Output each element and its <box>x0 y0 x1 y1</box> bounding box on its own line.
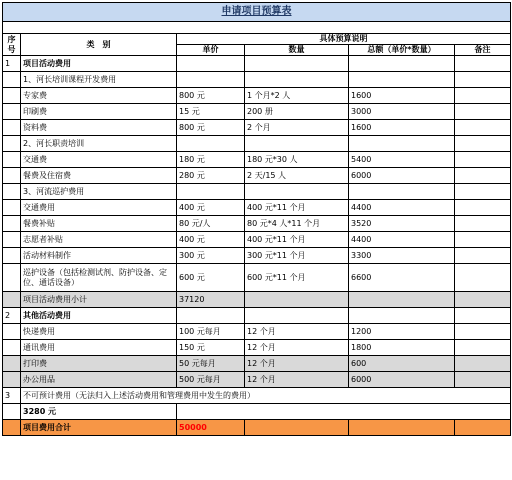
row-category: 专家费 <box>21 88 177 104</box>
row-index <box>3 232 21 248</box>
row-category: 交通费 <box>21 152 177 168</box>
row-quantity: 12 个月 <box>245 340 349 356</box>
row-category: 快递费用 <box>21 324 177 340</box>
row-unit-price: 37120 <box>177 292 245 308</box>
row-unit-price: 600 元 <box>177 264 245 292</box>
row-total: 6600 <box>349 264 455 292</box>
row-total: 6000 <box>349 372 455 388</box>
table-row <box>3 388 511 404</box>
row-category: 项目活动费用 <box>21 56 177 72</box>
row-quantity: 80 元*4 人*11 个月 <box>245 216 349 232</box>
row-category: 印刷费 <box>21 104 177 120</box>
row-category: 交通费用 <box>21 200 177 216</box>
row-remark <box>455 200 511 216</box>
row-empty <box>455 420 511 436</box>
header-unit-price: 单价 <box>177 45 245 56</box>
row-total: 4400 <box>349 200 455 216</box>
row-index <box>3 264 21 292</box>
row-total <box>349 72 455 88</box>
row-index <box>3 292 21 308</box>
row-unit-price: 280 元 <box>177 168 245 184</box>
row-unit-price <box>177 56 245 72</box>
row-total: 1800 <box>349 340 455 356</box>
row-total: 600 <box>349 356 455 372</box>
row-category: 3、河流巡护费用 <box>21 184 177 200</box>
page-title: 申请项目预算表 <box>3 3 511 22</box>
row-unit-price: 800 元 <box>177 88 245 104</box>
table-row <box>3 232 511 248</box>
table-row <box>3 404 511 420</box>
row-category: 2、河长职责培训 <box>21 136 177 152</box>
grand-total-value: 50000 <box>177 420 245 436</box>
table-row <box>3 372 511 388</box>
table-row <box>3 292 511 308</box>
row-index <box>3 372 21 388</box>
row-quantity <box>245 308 349 324</box>
row-index <box>3 72 21 88</box>
table-row <box>3 72 511 88</box>
row-quantity <box>245 184 349 200</box>
row-remark <box>455 88 511 104</box>
table-row <box>3 308 511 324</box>
row-empty <box>177 404 511 420</box>
row-quantity: 12 个月 <box>245 356 349 372</box>
row-index <box>3 248 21 264</box>
row-category: 志愿者补贴 <box>21 232 177 248</box>
row-unit-price <box>177 184 245 200</box>
table-row <box>3 264 511 292</box>
row-unit-price: 180 元 <box>177 152 245 168</box>
row-remark <box>455 184 511 200</box>
row-category: 资料费 <box>21 120 177 136</box>
row-category: 其他活动费用 <box>21 308 177 324</box>
row-total: 1200 <box>349 324 455 340</box>
row-remark <box>455 264 511 292</box>
row-remark <box>455 72 511 88</box>
row-index <box>3 168 21 184</box>
row-quantity: 600 元*11 个月 <box>245 264 349 292</box>
row-remark <box>455 104 511 120</box>
row-remark <box>455 356 511 372</box>
row-index <box>3 340 21 356</box>
table-row <box>3 136 511 152</box>
row-total <box>349 292 455 308</box>
row-remark <box>455 216 511 232</box>
table-row <box>3 200 511 216</box>
row-remark <box>455 372 511 388</box>
row-index <box>3 324 21 340</box>
row-total: 5400 <box>349 152 455 168</box>
budget-table <box>2 2 511 436</box>
row-index: 2 <box>3 308 21 324</box>
row-category: 巡护设备（包括检测试剂、防护设备、定位、通话设备） <box>21 264 177 292</box>
row-empty <box>245 420 349 436</box>
row-category: 通讯费用 <box>21 340 177 356</box>
row-remark <box>455 232 511 248</box>
row-index <box>3 356 21 372</box>
row-quantity: 2 个月 <box>245 120 349 136</box>
row-unit-price: 400 元 <box>177 200 245 216</box>
row-unit-price <box>177 308 245 324</box>
row-index <box>3 136 21 152</box>
header-index: 序号 <box>3 34 21 56</box>
row-quantity: 1 个月*2 人 <box>245 88 349 104</box>
row-remark <box>455 324 511 340</box>
row-unit-price <box>177 72 245 88</box>
row-unit-price: 15 元 <box>177 104 245 120</box>
row-quantity: 400 元*11 个月 <box>245 200 349 216</box>
row-category: 办公用品 <box>21 372 177 388</box>
row-unit-price <box>177 136 245 152</box>
row-index <box>3 152 21 168</box>
header-budget-group: 具体预算说明 <box>177 34 511 45</box>
table-row <box>3 168 511 184</box>
row-quantity <box>245 72 349 88</box>
row-unit-price: 50 元每月 <box>177 356 245 372</box>
row-quantity <box>245 292 349 308</box>
row-total: 3300 <box>349 248 455 264</box>
row-unit-price: 150 元 <box>177 340 245 356</box>
row-remark <box>455 56 511 72</box>
row-unit-price: 100 元每月 <box>177 324 245 340</box>
row-total: 4400 <box>349 232 455 248</box>
row-total: 1600 <box>349 120 455 136</box>
row-quantity <box>245 56 349 72</box>
row-quantity: 12 个月 <box>245 324 349 340</box>
row-index <box>3 104 21 120</box>
table-row <box>3 104 511 120</box>
row-quantity: 2 天/15 人 <box>245 168 349 184</box>
row-index <box>3 184 21 200</box>
row-index <box>3 200 21 216</box>
header-quantity: 数量 <box>245 45 349 56</box>
row-quantity: 200 册 <box>245 104 349 120</box>
row-quantity <box>245 136 349 152</box>
unexpected-cost-label: 不可预计费用（无法归入上述活动费用和管理费用中发生的费用） <box>21 388 511 404</box>
blank-row <box>3 22 511 34</box>
row-index <box>3 420 21 436</box>
row-total <box>349 136 455 152</box>
table-row <box>3 324 511 340</box>
row-category: 餐费及住宿费 <box>21 168 177 184</box>
row-category: 打印费 <box>21 356 177 372</box>
row-total: 3520 <box>349 216 455 232</box>
row-index <box>3 88 21 104</box>
row-index <box>3 120 21 136</box>
header-remark: 备注 <box>455 45 511 56</box>
table-row <box>3 184 511 200</box>
row-empty <box>349 420 455 436</box>
row-unit-price: 500 元每月 <box>177 372 245 388</box>
row-remark <box>455 120 511 136</box>
row-quantity: 12 个月 <box>245 372 349 388</box>
row-remark <box>455 340 511 356</box>
table-row <box>3 88 511 104</box>
grand-total-row <box>3 420 511 436</box>
row-category: 活动材料制作 <box>21 248 177 264</box>
row-remark <box>455 248 511 264</box>
table-row <box>3 152 511 168</box>
unexpected-cost-amount: 3280 元 <box>21 404 177 420</box>
table-row <box>3 356 511 372</box>
row-remark <box>455 168 511 184</box>
row-category: 餐费补贴 <box>21 216 177 232</box>
row-unit-price: 400 元 <box>177 232 245 248</box>
table-row <box>3 216 511 232</box>
row-remark <box>455 152 511 168</box>
row-unit-price: 800 元 <box>177 120 245 136</box>
row-category: 1、河长培训课程开发费用 <box>21 72 177 88</box>
row-index <box>3 404 21 420</box>
row-quantity: 300 元*11 个月 <box>245 248 349 264</box>
row-unit-price: 300 元 <box>177 248 245 264</box>
table-row <box>3 56 511 72</box>
row-total <box>349 184 455 200</box>
row-remark <box>455 308 511 324</box>
row-unit-price: 80 元/人 <box>177 216 245 232</box>
row-quantity: 400 元*11 个月 <box>245 232 349 248</box>
row-remark <box>455 136 511 152</box>
row-total: 3000 <box>349 104 455 120</box>
row-index <box>3 216 21 232</box>
row-index: 3 <box>3 388 21 404</box>
row-index: 1 <box>3 56 21 72</box>
row-total <box>349 56 455 72</box>
row-quantity: 180 元*30 人 <box>245 152 349 168</box>
header-category: 类 别 <box>21 34 177 56</box>
header-total: 总额（单价*数量） <box>349 45 455 56</box>
row-total: 1600 <box>349 88 455 104</box>
table-row <box>3 340 511 356</box>
table-row <box>3 248 511 264</box>
row-total: 6000 <box>349 168 455 184</box>
table-row <box>3 120 511 136</box>
grand-total-label: 项目费用合计 <box>21 420 177 436</box>
row-total <box>349 308 455 324</box>
row-remark <box>455 292 511 308</box>
row-category: 项目活动费用小计 <box>21 292 177 308</box>
